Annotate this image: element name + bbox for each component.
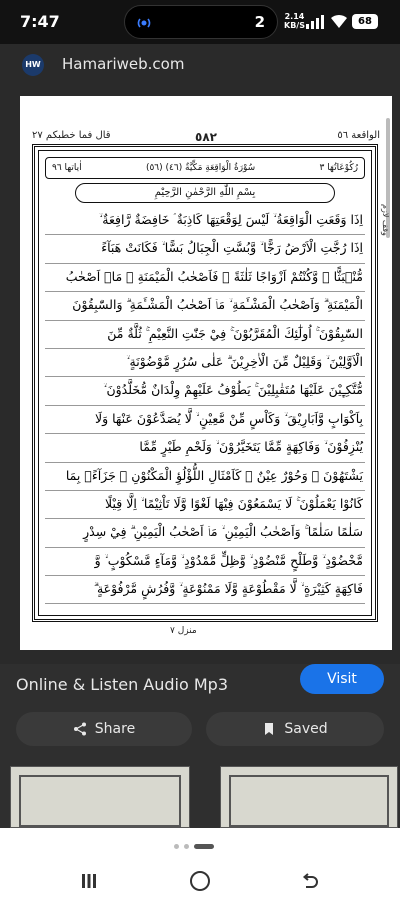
battery-indicator: 68 — [352, 14, 378, 29]
page-header-right: الواقعة ٥٦ — [337, 130, 380, 141]
result-sheet — [0, 664, 400, 828]
site-name[interactable]: Hamariweb.com — [62, 55, 185, 73]
page-frame — [32, 144, 378, 622]
verse-line: مُّنْۢبَثًّا ۙ وَّكُنْتُمْ اَزْوَاجًا ثَلٰثَةً ۗ فَاَصْحٰبُ الْمَيْمَنَةِ ۙ مَاۤ اَصْحٰبُ — [45, 264, 365, 292]
page-frame-inner — [38, 150, 372, 616]
surah-title-box — [45, 157, 365, 179]
network-speed-value: 2.14 — [284, 12, 305, 21]
verse-line: بِاَكْوَابٍ وَّاَبَارِيْقَ ۙ وَكَاْسٍ مِّنْ مَّعِيْنٍ ۙ لَّا يُصَدَّعُوْنَ عَنْهَا وَلَا — [45, 406, 365, 434]
notification-pill[interactable] — [124, 5, 278, 39]
network-speed — [284, 12, 305, 30]
surah-ruku-count: رُكُوْعَاتُهَا ٣ — [319, 163, 358, 173]
network-speed-unit: KB/S — [284, 21, 305, 30]
site-favicon: HW — [22, 54, 44, 76]
visit-button[interactable]: Visit — [300, 664, 384, 694]
recent-apps-icon[interactable] — [80, 872, 98, 890]
wifi-icon — [330, 13, 348, 29]
bismillah: بِسْمِ اللّٰهِ الرَّحْمٰنِ الرَّحِيْمِ — [75, 183, 335, 203]
page-number: ٥٨٢ — [195, 130, 217, 144]
margin-note: وقف لازم — [381, 204, 390, 236]
signal-icon — [306, 15, 324, 29]
saved-button[interactable] — [206, 712, 384, 746]
verse-line: كَانُوْا يَعْمَلُوْنَ ۚ لَا يَسْمَعُوْنَ فِيْهَا لَغْوًا وَّلَا تَاْثِيْمًا ۙ اِلَّا قِيْلًا — [45, 491, 365, 519]
verse-line: فَاكِهَةٍ كَثِيْرَةٍ ۙ لَّا مَقْطُوْعَةٍ وَّلَا مَمْنُوْعَةٍ ۙ وَّفُرُشٍ مَّرْفُوْعَةٍ ۗ — [45, 576, 365, 604]
verse-line: سَلٰمًا سَلٰمًا ۚ وَاَصْحٰبُ الْيَمِيْنِ ۙ مَاۤ اَصْحٰبُ الْيَمِيْنِ ۗ فِيْ سِدْرٍ — [45, 519, 365, 547]
verse-line: السّٰبِقُوْنَ ۚ اُولٰٓئِكَ الْمُقَرَّبُوْنَ ۚ فِيْ جَنّٰتِ النَّعِيْمِ ۚ ثُلَّةٌ مِّنَ — [45, 321, 365, 349]
verse-line: الْاَوَّلِيْنَ ۙ وَقَلِيْلٌ مِّنَ الْاٰخِرِيْنَ ۗ عَلٰى سُرُرٍ مَّوْضُوْنَةٍ ۙ — [45, 349, 365, 377]
page-indicator — [174, 844, 214, 849]
status-time: 7:47 — [20, 12, 60, 31]
verse-line: الْمَيْمَنَةِ ۗ وَاَصْحٰبُ الْمَشْـَٔمَةِ ۙ مَاۤ اَصْحٰبُ الْمَشْـَٔمَةِ ۗ وَالسّٰبِقُوْنَ — [45, 292, 365, 320]
cast-icon — [135, 14, 153, 32]
page-footer: منزل ٧ — [170, 626, 197, 636]
home-icon[interactable] — [190, 871, 210, 891]
surah-ayat-count: اٰياتها ٩٦ — [52, 163, 82, 173]
share-button[interactable] — [16, 712, 192, 746]
page-header-left: قال فما خطبكم ٢٧ — [32, 130, 111, 141]
verse-line: يَشْتَهُوْنَ ۗ وَحُوْرٌ عِيْنٌ ۙ كَاَمْثَالِ اللُّؤْلُؤِ الْمَكْنُوْنِ ۚ جَزَآءًۢ بِمَا — [45, 463, 365, 491]
surah-title: (٥٦) سُوْرَةُ الْوَاقِعَةِ مَكِّيَّةٌ (٤٦) — [145, 163, 256, 173]
notification-count: 2 — [254, 13, 265, 31]
site-bar[interactable] — [0, 44, 400, 86]
status-bar — [0, 0, 400, 44]
back-icon[interactable] — [300, 872, 318, 890]
verse-line: مَّخْضُوْدٍ ۙ وَّطَلْحٍ مَّنْضُوْدٍ ۙ وَّظِلٍّ مَّمْدُوْدٍ ۙ وَّمَآءٍ مَّسْكُوْبٍ ۙ وَّ — [45, 548, 365, 576]
verse-line: مُّتَّكِـِٕيْنَ عَلَيْهَا مُتَقٰبِلِيْنَ ۚ يَطُوْفُ عَلَيْهِمْ وِلْدَانٌ مُّخَلَّدُوْنَ ۙ — [45, 377, 365, 405]
share-icon — [73, 722, 87, 736]
bottom-navigation — [0, 828, 400, 902]
verse-line: يُنْزِفُوْنَ ۙ وَفَاكِهَةٍ مِّمَّا يَتَخَيَّرُوْنَ ۙ وَلَحْمِ طَيْرٍ مِّمَّا — [45, 434, 365, 462]
share-label: Share — [94, 721, 136, 737]
saved-label: Saved — [284, 721, 328, 737]
related-image-thumbnail[interactable] — [10, 766, 190, 828]
verse-line: اِذَا وَقَعَتِ الْوَاقِعَةُ ۙ لَيْسَ لِوَقْعَتِهَا كَاذِبَةٌ ۘ خَافِضَةٌ رَّافِعَةٌ ۙ — [45, 207, 365, 235]
quran-page-image — [20, 96, 392, 650]
verse-lines — [45, 207, 365, 604]
bookmark-icon — [262, 722, 276, 736]
related-image-thumbnail[interactable] — [220, 766, 398, 828]
result-title[interactable]: Online & Listen Audio Mp3 — [16, 675, 228, 694]
image-viewer[interactable] — [0, 86, 400, 664]
verse-line: اِذَا رُجَّتِ الْاَرْضُ رَجًّا ۙ وَّبُسَّتِ الْجِبَالُ بَسًّا ۙ فَكَانَتْ هَبَآءً — [45, 235, 365, 263]
